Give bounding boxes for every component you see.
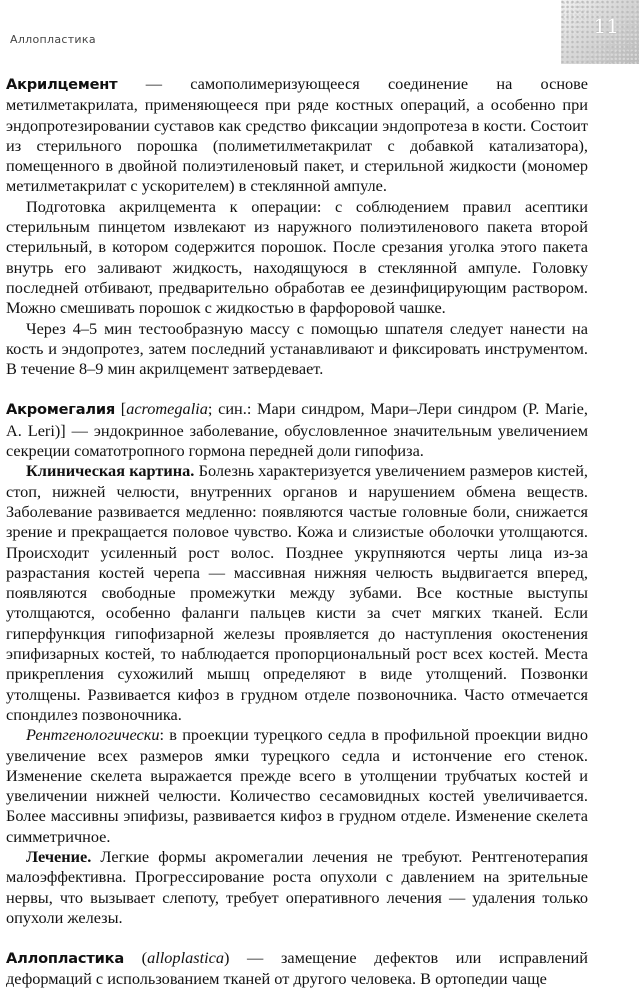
entry-alloplastika-definition: [6, 948, 588, 990]
paragraph-text: Болезнь характеризуется увеличением размеров кистей, стоп, нижней челюсти, внутренних органов и нарушением обмена веществ. Заболевание развивается медленно: появляются частые головные боли, снижается зрение и прекращается половое чувство. Кожа и слизистые оболочки утолщаются. Происходит усиленный рост волос. Позднее укрупняются черты лица из-за разрастания костей черепа — массивная нижняя челюсть выдвигается вперед, появляются свободные промежутки между зубами. Все костные выступы утолщаются, особенно фаланги пальцев кисти за счет мягких тканей. Если гиперфункция гипофизарной железы проявляется до наступления окостенения эпифизарных костей, то наблюдается пропорциональный рост всех костей. Места прикрепления сухожилий мышц определяют в виде утолщений. Позвонки утолщены. Развивается кифоз в грудном отделе позвоночника. Часто отмечается спондилез позвоночника.: [6, 461, 588, 724]
latin-term: alloplastica: [147, 948, 224, 968]
entry-text: — самополимеризующееся соединение на основе метилметакрилата, применяющееся при ряде костных операций, а особенно при эндопротезировании суставов как средство фиксации эндопротеза в кости. Состоит из стерильного порошка (полиметилметакрилат с добавкой катализатора), помещенного в двойной полиэтиленовый пакет, и стерильной жидкости (мономер метилметакрилат с ускорителем) в стеклянной ампуле.: [6, 74, 588, 196]
entry-text: (: [124, 948, 148, 968]
entry-text: ) — замещение дефектов или исправлений деформаций с использованием тканей от другого человека. В ортопедии чаще: [6, 948, 588, 989]
paragraph: Через 4–5 мин тестообразную массу с помощью шпателя следует нанести на кость и эндопротез, затем последний устанавливают и фиксировать инструментом. В течение 8–9 мин акрилцемент затвердевает.: [6, 318, 588, 379]
latin-term: acromegalia: [126, 399, 208, 419]
paragraph-text: Легкие формы акромегалии лечения не требуют. Рентгенотерапия малоэффективна. Прогрессирование роста опухоли с давлением на зрительные нервы, что вызывает слепоту, требует оперативного лечения — удаления только опухоли железы.: [6, 846, 588, 927]
paragraph-text: : в проекции турецкого седла в профильной проекции видно увеличение всех размеров ямки турецкого седла и истончение его стенок. Изменение скелета выражается прежде всего в утолщении трубчатых костей и увеличении нижней челюсти. Количество сесамовидных костей увеличивается. Более массивны эпифизы, развивается кифоз в грудном отделе. Изменение скелета симметричное.: [6, 725, 588, 846]
paragraph-radiology: [6, 725, 588, 847]
entry-term: Акромегалия: [6, 401, 116, 419]
page-number: 11: [593, 14, 619, 38]
entry-akrilcement-definition: [6, 74, 588, 197]
running-head: Аллопластика: [10, 33, 96, 46]
entry-akromegalia-definition: [6, 399, 588, 461]
entry-text: ; син.: Мари синдром, Мари–Лери синдром (P. Marie, A. Leri)] — эндокринное заболевание, обусловленное значительным увеличением секреции соматотропного гормона передней доли гипофиза.: [6, 399, 588, 461]
paragraph-treatment: [6, 847, 588, 928]
entry-term: Акрилцемент: [6, 76, 118, 93]
page-number-tab: [561, 0, 639, 64]
entry-text: [: [115, 399, 127, 419]
section-label: Лечение.: [26, 846, 92, 866]
paragraph-clinical-picture: [6, 461, 588, 725]
section-label: Клиническая картина.: [26, 461, 195, 481]
section-label: Рентгенологически: [26, 725, 160, 745]
entry-term: Аллопластика: [6, 950, 125, 968]
paragraph: Подготовка акрилцемента к операции: с соблюдением правил асептики стерильным пинцетом извлекают из наружного полиэтиленового пакета второй стерильный, в котором содержится порошок. После срезания уголка этого пакета внутрь его заливают жидкость, находящуюся в стеклянной ампуле. Головку последней отбивают, предварительно обработав ее дезинфицирующим раствором. Можно смешивать порошок с жидкостью в фарфоровой чашке.: [6, 196, 588, 318]
page-body: [6, 74, 588, 990]
